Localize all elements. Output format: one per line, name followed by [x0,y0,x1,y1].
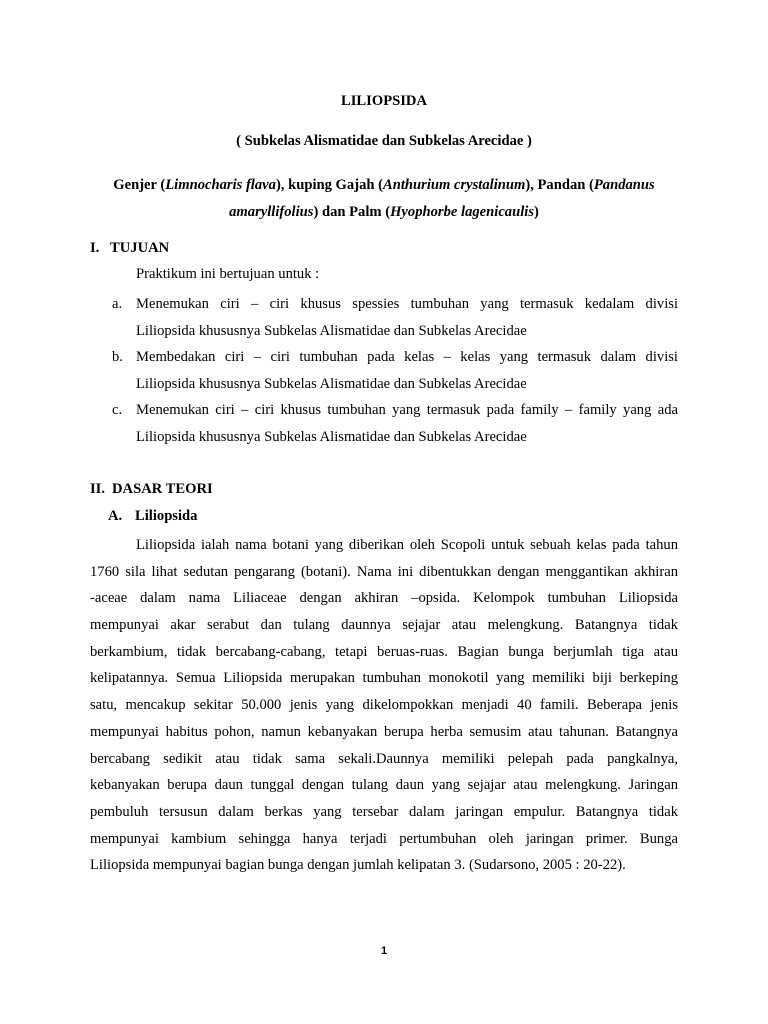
species-fragment: ) dan Palm ( [313,204,391,220]
list-item-text: Menemukan ciri – ciri khusus tumbuhan yang termasuk pada family – family yang ada [136,402,678,418]
list-item-text: Menemukan ciri – ciri khusus spessies tumbuhan yang termasuk kedalam divisi [136,296,678,312]
paragraph-line: mempunyai kambium sehingga hanya terjadi pertumbuhan oleh jaringan primer. Bunga [90,830,678,847]
section-intro: Praktikum ini bertujuan untuk : [136,266,320,282]
section-label: DASAR TEORI [112,481,213,497]
subsection-label: Liliopsida [135,508,198,524]
document-subtitle: ( Subkelas Alismatidae dan Subkelas Arecidae ) [236,133,532,149]
body-paragraph [90,532,678,879]
subsection-number: A. [108,508,123,524]
page-number: 1 [380,945,388,957]
list-marker: b. [112,349,123,365]
paragraph-line: mempunyai akar serabut dan tulang daunnya sejajar atau melengkung. Batangnya tidak [90,617,678,634]
paragraph-line: kebanyakan berupa daun tunggal dengan tulang daun yang sejajar atau melengkung. Jaringan [90,777,678,794]
species-scientific-name: Pandanus [593,177,655,193]
paragraph-line: 1760 sila lihat sedutan pengarang (botani). Nama ini dibentukkan dengan menggantikan akhiran [90,563,678,580]
species-fragment: ), kuping Gajah ( [275,177,383,193]
list-item-text: Liliopsida khususnya Subkelas Alismatidae dan Subkelas Arecidae [136,428,527,445]
species-fragment: ), Pandan ( [525,177,594,193]
paragraph-line: Liliopsida mempunyai bagian bunga dengan jumlah kelipatan 3. (Sudarsono, 2005 : 20-22). [90,857,626,874]
subsection-heading-liliopsida [108,508,197,525]
section-number: I. [90,240,100,256]
document-title: LILIOPSIDA [341,93,427,109]
list-item-text: Membedakan ciri – ciri tumbuhan pada kelas – kelas yang termasuk dalam divisi [136,349,678,365]
species-fragment: Genjer ( [113,177,166,193]
section-label: TUJUAN [110,240,170,256]
section-heading-dasar-teori [90,481,213,498]
species-heading [96,172,672,226]
list-item-text: Liliopsida khususnya Subkelas Alismatidae dan Subkelas Arecidae [136,322,527,339]
species-line-1 [96,172,672,199]
list-item [112,397,678,450]
paragraph-line: kelipatannya. Semua Liliopsida merupakan tumbuhan monokotil yang memiliki biji berkeping [90,670,678,687]
species-scientific-name: Hyophorbe lagenicaulis [390,204,534,220]
list-item-text: Liliopsida khususnya Subkelas Alismatidae dan Subkelas Arecidae [136,375,527,392]
section-number: II. [90,481,106,497]
paragraph-line: berkambium, tidak bercabang-cabang, tetapi beruas-ruas. Bagian bunga berjumlah tiga atau [90,643,678,660]
species-scientific-name: Anthurium crystalinum [383,177,526,193]
species-fragment: ) [534,204,539,220]
section-heading-tujuan [90,240,169,257]
objective-list [112,291,678,450]
paragraph-line: pembuluh tersusun dalam berkas yang tersebar dalam jaringan empulur. Batangnya tidak [90,803,678,820]
paragraph-line: mempunyai habitus pohon, namun kebanyakan berupa herba semusim atau tahunan. Batangnya [90,723,678,740]
paragraph-line: bercabang sedikit atau tidak sama sekali.Daunnya memiliki pelepah pada pangkalnya, [90,750,678,767]
list-marker: a. [112,296,123,312]
species-scientific-name: amaryllifolius [229,204,314,220]
paragraph-line: -aceae dalam nama Liliaceae dengan akhiran –opsida. Kelompok tumbuhan Liliopsida [90,590,678,607]
species-line-2 [96,199,672,226]
paragraph-line: Liliopsida ialah nama botani yang diberikan oleh Scopoli untuk sebuah kelas pada tahun [136,537,678,553]
list-marker: c. [112,402,123,418]
paragraph-line: satu, mencakup sekitar 50.000 jenis yang dikelompokkan menjadi 40 famili. Beberapa jenis [90,697,678,714]
list-item [112,344,678,397]
list-item [112,291,678,344]
species-scientific-name: Limnocharis flava [165,177,276,193]
